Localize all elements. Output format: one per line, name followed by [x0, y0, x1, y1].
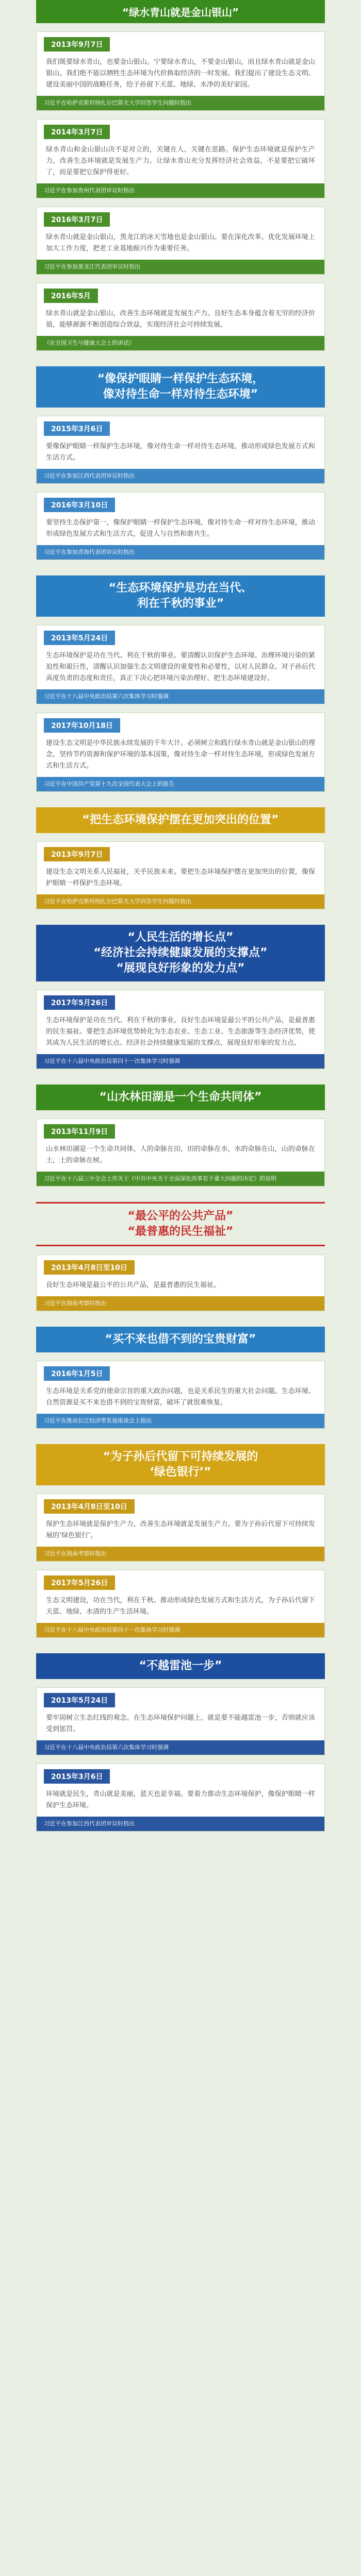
- date-badge: 2016年5月: [44, 289, 98, 303]
- section-title: [36, 366, 325, 408]
- quote-source: 习近平在参加青海代表团审议时指出: [37, 545, 324, 560]
- quote-card: [36, 119, 325, 198]
- section-title-line: “展现良好形象的发力点”: [116, 962, 245, 975]
- date-badge: 2017年5月26日: [44, 1575, 115, 1590]
- section-title: [36, 1327, 325, 1352]
- date-badge: 2015年3月6日: [44, 421, 110, 436]
- quote-text: 绿水青山就是金山银山，黑龙江的冰天雪地也是金山银山。要在深化改革、优化发展环境上加大工作力度，把老工业基地振兴作为重要任务。: [46, 233, 315, 252]
- section-title-line: “生态环境保护是功在当代、: [108, 582, 253, 595]
- quote-text: 绿水青山就是金山银山，改善生态环境就是发展生产力。良好生态本身蕴含着无穷的经济价值，能够源源不断创造综合效益，实现经济社会可持续发展。: [46, 310, 315, 329]
- date-badge: 2014年3月7日: [44, 125, 110, 139]
- section-title: [36, 575, 325, 617]
- quote-card: [36, 283, 325, 351]
- section-title: [36, 1444, 325, 1485]
- section-title-line: “人民生活的增长点”: [127, 931, 234, 944]
- date-badge: 2016年3月10日: [44, 498, 115, 512]
- section-title-line: “山水林田湖是一个生命共同体”: [99, 1091, 262, 1104]
- quote-card: [36, 1118, 325, 1187]
- date-badge: 2013年5月24日: [44, 631, 115, 645]
- quote-text: 环境就是民生，青山就是美丽，蓝天也是幸福。要着力推动生态环境保护，像保护眼睛一样保护生态环境。: [46, 1790, 315, 1809]
- quote-text: 要牢固树立生态红线的观念。在生态环境保护问题上，就是要不能越雷池一步，否则就应该受到惩罚。: [46, 1714, 315, 1733]
- page-title: “绿水青山就是金山银山”: [36, 0, 325, 23]
- quote-card: [36, 492, 325, 560]
- quote-source: 习近平在十八届三中全会上作关于《中共中央关于全面深化改革若干重大问题的决定》的说明: [37, 1172, 324, 1186]
- section-title: [36, 1202, 325, 1246]
- quote-card: [36, 625, 325, 704]
- quote-source: 《在全国卫生与健康大会上的讲话》: [37, 336, 324, 350]
- section-title-line: “经济社会持续健康发展的支撑点”: [93, 946, 268, 959]
- section-title-line: 像对待生命一样对待生态环境”: [103, 388, 258, 401]
- date-badge: 2013年4月8日至10日: [44, 1499, 135, 1514]
- section-title: [36, 1653, 325, 1679]
- section-title-line: “买不来也借不到的宝贵财富”: [105, 1333, 256, 1346]
- quote-card: [36, 990, 325, 1069]
- date-badge: 2013年9月7日: [44, 37, 110, 52]
- date-badge: 2013年5月24日: [44, 1693, 115, 1707]
- quote-source: 习近平在参加黑龙江代表团审议时指出: [37, 260, 324, 274]
- date-badge: 2017年5月26日: [44, 995, 115, 1010]
- sections-container: [0, 31, 361, 1832]
- quote-source: 习近平在十八届中央政治局第四十一次集体学习时强调: [37, 1054, 324, 1069]
- date-badge: 2015年3月6日: [44, 1769, 110, 1784]
- quote-source: 习近平在十八届中央政治局第四十一次集体学习时强调: [37, 1623, 324, 1637]
- quote-text: 绿水青山和金山银山决不是对立的，关键在人，关键在思路。保护生态环境就是保护生产力，改善生态环境就是发展生产力。让绿水青山充分发挥经济社会效益，不是要把它破坏了，而是要把它保护得更好。: [46, 146, 315, 176]
- section-title: [36, 925, 325, 981]
- section-title-line: 利在千秋的事业”: [137, 597, 224, 610]
- section-title-line: “最普惠的民生福祉”: [127, 1225, 234, 1238]
- section-title-line: ‘绿色银行’”: [150, 1466, 211, 1479]
- quote-source: 习近平在哈萨克斯坦纳扎尔巴耶夫大学回答学生问题时指出: [37, 894, 324, 909]
- quote-text: 保护生态环境就是保护生产力，改善生态环境就是发展生产力。要为子孙后代留下可持续发展的‘绿色银行’。: [46, 1520, 315, 1539]
- section-title-line: “把生态环境保护摆在更加突出的位置”: [82, 814, 279, 826]
- quote-card: [36, 1687, 325, 1755]
- section-title: [36, 1084, 325, 1110]
- quote-text: 生态环境保护是功在当代、利在千秋的事业。良好生态环境是最公平的公共产品，是最普惠的民生福祉。要把生态环境优势转化为生态农业、生态工业、生态旅游等生态经济优势，使其成为人民生活的增长点、经济社会持续健康发展的支撑点、展现良好形象的发力点。: [46, 1016, 315, 1047]
- date-badge: 2016年3月7日: [44, 212, 110, 227]
- date-badge: 2013年9月7日: [44, 847, 110, 861]
- quote-source: 习近平在十八届中央政治局第六次集体学习时强调: [37, 1740, 324, 1755]
- quote-card: [36, 207, 325, 275]
- quote-source: 习近平在海南考察时指出: [37, 1296, 324, 1311]
- quote-source: 习近平在哈萨克斯坦纳扎尔巴耶夫大学回答学生问题时指出: [37, 96, 324, 110]
- quote-source: 习近平在十八届中央政治局第六次集体学习时强调: [37, 689, 324, 704]
- quote-card: [36, 1361, 325, 1429]
- quote-card: [36, 31, 325, 111]
- date-badge: 2013年4月8日至10日: [44, 1260, 135, 1275]
- quote-text: 生态环境是关系党的使命宗旨的重大政治问题，也是关系民生的重大社会问题。生态环境、自然资源是买不来也借不到的宝贵财富，破坏了就很难恢复。: [46, 1387, 315, 1406]
- quote-text: 建设生态文明是中华民族永续发展的千年大计。必须树立和践行绿水青山就是金山银山的理念，坚持节约资源和保护环境的基本国策，像对待生命一样对待生态环境，形成绿色发展方式和生活方式。: [46, 739, 315, 770]
- quote-text: 生态文明建设，功在当代，利在千秋。推动形成绿色发展方式和生活方式，为子孙后代留下天蓝、地绿、水清的生产生活环境。: [46, 1597, 315, 1616]
- date-badge: 2016年1月5日: [44, 1366, 110, 1381]
- quote-source: 习近平在参加江西代表团审议时指出: [37, 469, 324, 483]
- section-title-line: “最公平的公共产品”: [127, 1210, 234, 1223]
- quote-text: 生态环境保护是功在当代、利在千秋的事业。要清醒认识保护生态环境、治理环境污染的紧迫性和艰巨性，清醒认识加强生态文明建设的重要性和必要性，以对人民群众、对子孙后代高度负责的态度和责任，真正下决心把环境污染治理好、把生态环境建设好。: [46, 652, 315, 682]
- quote-text: 山水林田湖是一个生命共同体，人的命脉在田，田的命脉在水，水的命脉在山，山的命脉在土，土的命脉在树。: [46, 1145, 315, 1164]
- quote-source: 习近平在参加江西代表团审议时指出: [37, 1817, 324, 1831]
- quote-text: 建设生态文明关系人民福祉，关乎民族未来。要把生态环境保护摆在更加突出的位置，像保护眼睛一样保护生态环境。: [46, 868, 315, 887]
- quote-card: [36, 1494, 325, 1562]
- quote-text: 要像保护眼睛一样保护生态环境，像对待生命一样对待生态环境，推动形成绿色发展方式和生活方式。: [46, 443, 315, 462]
- quote-text: 我们既要绿水青山，也要金山银山。宁要绿水青山，不要金山银山，而且绿水青山就是金山银山。我们绝不能以牺牲生态环境为代价换取经济的一时发展。我们提出了建设生态文明、建设美丽中国的战略任务，给子孙留下天蓝、地绿、水净的美好家园。: [46, 58, 315, 89]
- quote-source: 习近平在参加贵州代表团审议时指出: [37, 183, 324, 198]
- section-title-line: “不越雷池一步”: [139, 1659, 222, 1672]
- quote-card: [36, 1255, 325, 1311]
- quote-source: 习近平在推动长江经济带发展座谈会上指出: [37, 1414, 324, 1428]
- quote-card: [36, 1764, 325, 1832]
- quote-card: [36, 416, 325, 484]
- quote-card: [36, 713, 325, 792]
- quote-source: 习近平在海南考察时指出: [37, 1547, 324, 1561]
- section-title-line: “为子孙后代留下可持续发展的: [103, 1450, 258, 1463]
- date-badge: 2013年11月9日: [44, 1124, 115, 1139]
- section-title: [36, 807, 325, 833]
- quote-card: [36, 841, 325, 909]
- date-badge: 2017年10月18日: [44, 718, 120, 733]
- quote-source: 习近平在中国共产党第十九次全国代表大会上的报告: [37, 777, 324, 791]
- quote-text: 良好生态环境是最公平的公共产品，是最普惠的民生福祉。: [46, 1281, 221, 1289]
- quote-card: [36, 1570, 325, 1638]
- quote-text: 要坚持生态保护第一，像保护眼睛一样保护生态环境，像对待生命一样对待生态环境，推动形成绿色发展方式和生活方式，促进人与自然和谐共生。: [46, 519, 315, 538]
- section-title-line: “像保护眼睛一样保护生态环境，: [97, 372, 264, 385]
